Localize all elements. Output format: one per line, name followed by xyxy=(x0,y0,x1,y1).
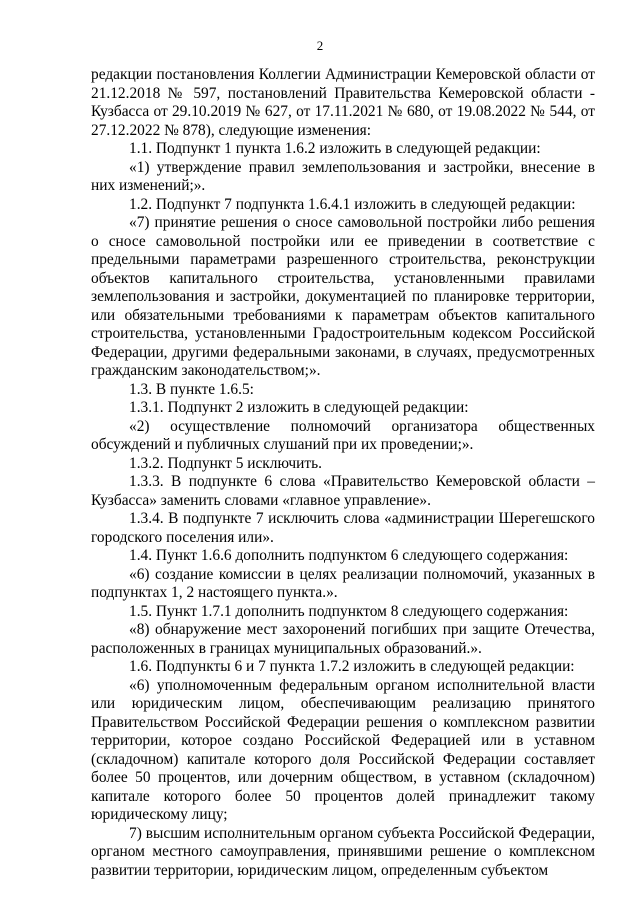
document-paragraph: редакции постановления Коллегии Администрации Кемеровской области от 21.12.2018 № 597, постановлений Правительства Кемеровской области - Кузбасса от 29.10.2019 № 627, от 17.11.2021 № 680, от 19.08.2022 № 544, от 27.12.2022 № 878), следующие изменения: xyxy=(91,66,595,139)
document-paragraph: «1) утверждение правил землепользования и застройки, внесение в них изменений;». xyxy=(91,158,595,194)
document-paragraph: 1.3. В пункте 1.6.5: xyxy=(129,380,254,398)
document-paragraph: 1.3.2. Подпункт 5 исключить. xyxy=(129,454,322,472)
document-paragraph: 1.3.1. Подпункт 2 изложить в следующей редакции: xyxy=(129,399,469,416)
document-paragraph: 1.1. Подпункт 1 пункта 1.6.2 изложить в следующей редакции: xyxy=(129,140,541,157)
document-paragraph: «2) осуществление полномочий организатора общественных обсуждений и публичных слушаний при их проведении;». xyxy=(91,417,595,453)
document-paragraph: «6) создание комиссии в целях реализации полномочий, указанных в подпунктах 1, 2 настоящего пункта.». xyxy=(91,565,595,601)
document-paragraph: 1.5. Пункт 1.7.1 дополнить подпунктом 8 следующего содержания: xyxy=(129,602,569,620)
document-paragraph: «8) обнаружение мест захоронений погибших при защите Отечества, расположенных в границах муниципальных образований.». xyxy=(91,621,595,657)
document-paragraph: 1.6. Подпункты 6 и 7 пункта 1.7.2 изложить в следующей редакции: xyxy=(129,658,575,675)
document-paragraph: «7) принятие решения о сносе самовольной постройки либо решения о сносе самовольной постройки или ее приведении в соответствие с предельными параметрами разрешенного строительства, реконструкции объектов капитального строительства, установленными правилами землепользования и застройки, документацией по планировке территории, или обязательными требованиями к параметрам объектов капитального строительства, установленными Градостроительным кодексом Российской Федерации, другими федеральными законами, в случаях, предусмотренных гражданским законодательством;». xyxy=(91,214,595,379)
document-paragraph: 7) высшим исполнительным органом субъекта Российской Федерации, органом местного самоуправления, принявшими решение о комплексном развитии территории, юридическим лицом, определенным субъектом xyxy=(91,824,595,879)
document-paragraph: 1.3.3. В подпункте 6 слова «Правительство Кемеровской области – Кузбасса» заменить словами «главное управление». xyxy=(91,473,595,509)
document-paragraph: 1.2. Подпункт 7 подпункта 1.6.4.1 изложить в следующей редакции: xyxy=(129,195,576,213)
document-paragraph: 1.4. Пункт 1.6.6 дополнить подпунктом 6 следующего содержания: xyxy=(129,547,569,564)
document-body xyxy=(91,66,595,880)
document-paragraph: «6) уполномоченным федеральным органом исполнительной власти или юридическим лицом, обеспечивающим реализацию принятого Правительством Российской Федерации решения о комплексном развитии территории, которое создано Российской Федерацией или в уставном (складочном) капитале которого доля Российской Федерации составляет более 50 процентов, или дочерним обществом, в уставном (складочном) капитале которого более 50 процентов долей принадлежит такому юридическому лицу; xyxy=(91,676,595,823)
document-paragraph: 1.3.4. В подпункте 7 исключить слова «администрации Шерегешского городского поселения или». xyxy=(91,510,595,546)
page-number: 2 xyxy=(316,38,324,53)
